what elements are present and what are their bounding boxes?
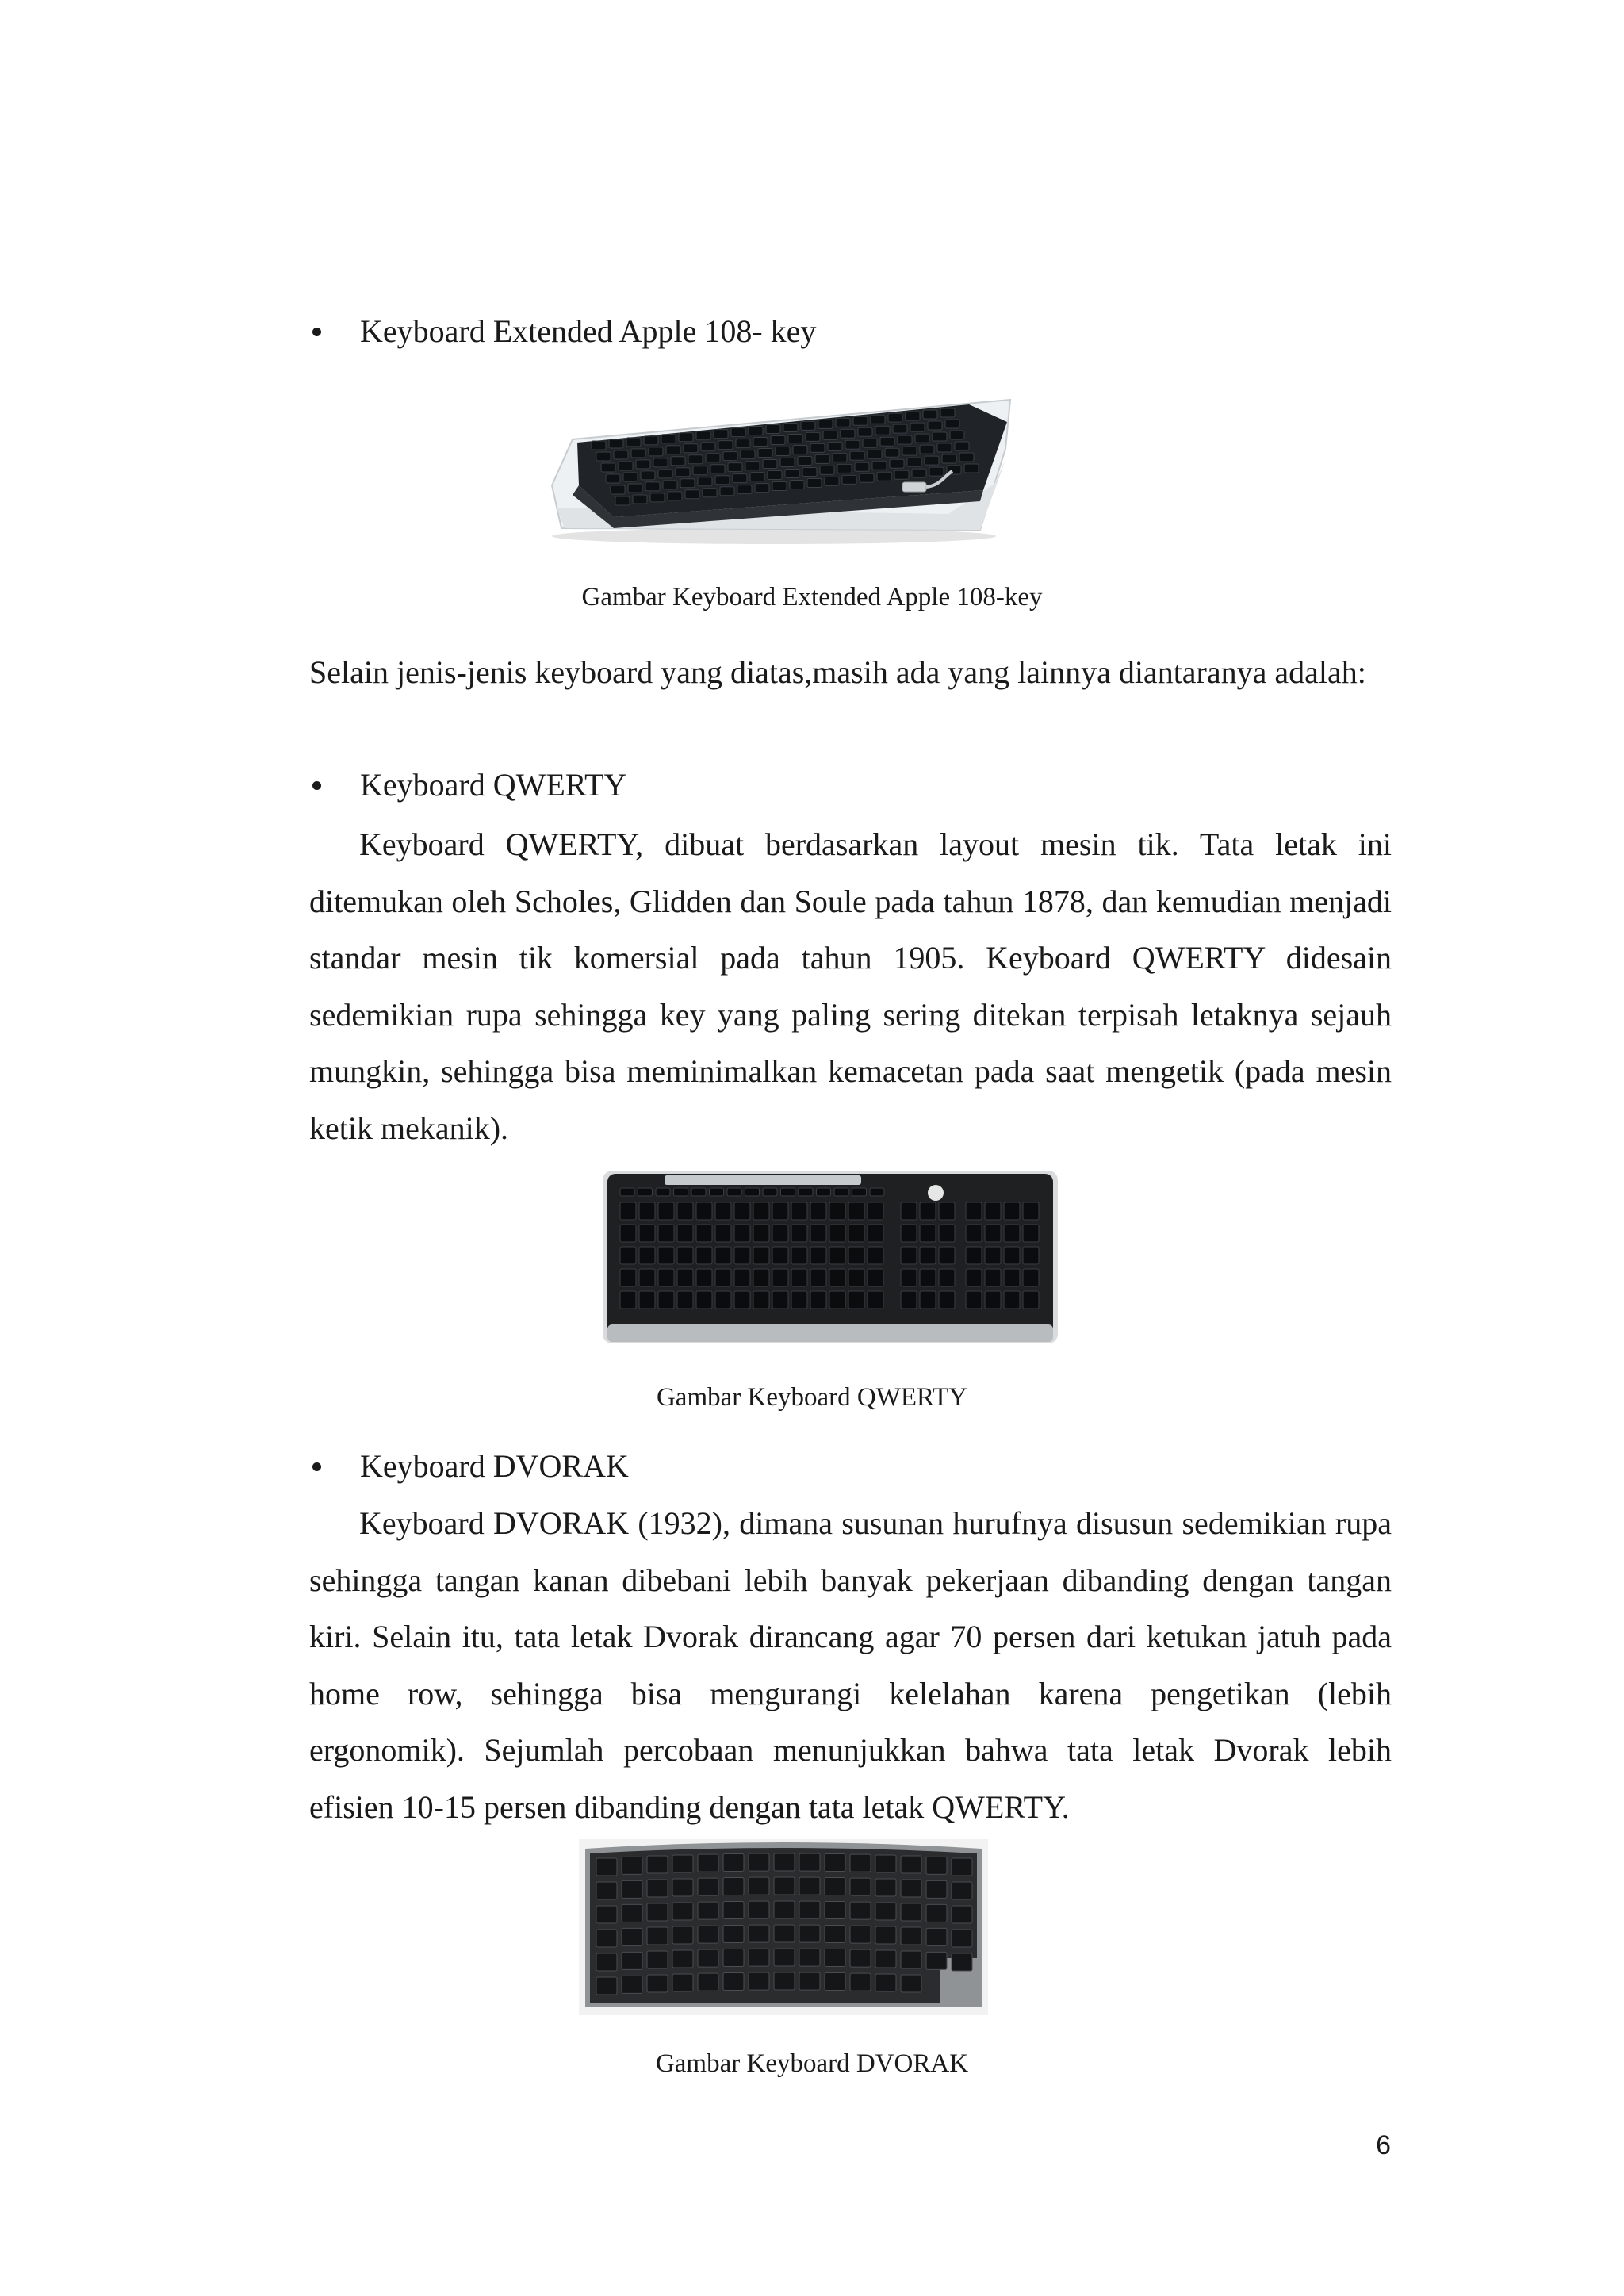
bullet-icon <box>312 328 321 336</box>
bullet-item-dvorak <box>309 1447 629 1486</box>
bullet-text: Keyboard QWERTY <box>360 767 627 803</box>
qwerty-paragraph <box>309 816 1392 1156</box>
page-number: 6 <box>1376 2130 1391 2160</box>
apple-keyboard-image <box>536 389 1012 547</box>
bullet-text: Keyboard Extended Apple 108- key <box>360 313 817 349</box>
intro-paragraph: Selain jenis-jenis keyboard yang diatas,masih ada yang lainnya diantaranya adalah: <box>309 654 1366 690</box>
figure-caption-qwerty: Gambar Keyboard QWERTY <box>656 1383 968 1412</box>
bullet-icon <box>312 781 321 790</box>
bullet-item-apple <box>309 312 816 351</box>
bullet-icon <box>312 1462 321 1471</box>
dvorak-keyboard-image <box>579 1839 988 2015</box>
figure-caption-apple: Gambar Keyboard Extended Apple 108-key <box>581 583 1043 611</box>
bullet-item-qwerty <box>309 765 626 805</box>
bullet-text: Keyboard DVORAK <box>360 1448 629 1484</box>
qwerty-paragraph-text: Keyboard QWERTY, dibuat berdasarkan layout mesin tik. Tata letak ini ditemukan oleh Scholes, Glidden dan Soule pada tahun 1878, dan kemudian menjadi standar mesin tik komersial pada tahun 1905. Keyboard QWERTY didesain sedemikian rupa sehingga key yang paling sering ditekan terpisah letaknya sejauh mungkin, sehingga bisa meminimalkan kemacetan pada saat mengetik (pada mesin ketik mekanik). <box>309 826 1392 1146</box>
qwerty-keyboard-image <box>601 1169 1059 1347</box>
dvorak-paragraph-text: Keyboard DVORAK (1932), dimana susunan hurufnya disusun sedemikian rupa sehingga tangan kanan dibebani lebih banyak pekerjaan dibanding dengan tangan kiri. Selain itu, tata letak Dvorak dirancang agar 70 persen dari ketukan jatuh pada home row, sehingga bisa mengurangi kelelahan karena pengetikan (lebih ergonomik). Sejumlah percobaan menunjukkan bahwa tata letak Dvorak lebih efisien 10-15 persen dibanding dengan tata letak QWERTY. <box>309 1505 1392 1825</box>
figure-caption-dvorak: Gambar Keyboard DVORAK <box>655 2049 969 2078</box>
dvorak-paragraph <box>309 1495 1392 1835</box>
